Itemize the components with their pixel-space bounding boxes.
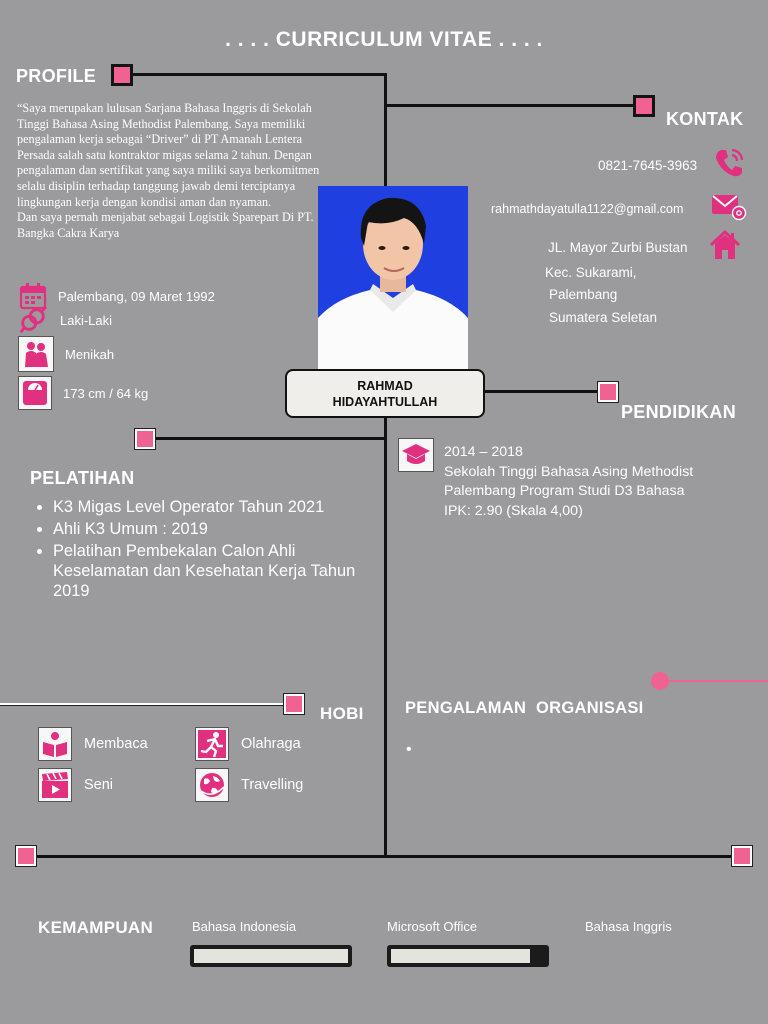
hobby-label: Seni (84, 777, 114, 793)
timeline-dot-bottom-left (16, 846, 36, 866)
timeline-line-top (133, 73, 386, 76)
profile-summary (17, 101, 322, 241)
timeline-dot-kontak (633, 95, 655, 117)
globe-travel-icon (195, 768, 229, 802)
phone-text: 0821-7645-3963 (598, 158, 698, 173)
graduation-cap-icon (398, 438, 434, 472)
skill-fill (194, 949, 348, 963)
kemampuan-heading: KEMAMPUAN (38, 918, 154, 937)
reading-icon (38, 727, 72, 761)
address-line-1: JL. Mayor Zurbi Bustan (548, 240, 688, 255)
training-item: • Ahli K3 Umum : 2019 (53, 519, 370, 539)
timeline-dot-hobi (284, 694, 304, 714)
timeline-dot-pendidikan (598, 382, 618, 402)
address-line-2: Kec. Sukarami, (545, 265, 637, 280)
skill-bar-bahasa-indonesia (190, 945, 352, 967)
name-first: RAHMAD (357, 379, 413, 393)
timeline-dot-organisasi (651, 672, 669, 690)
pelatihan-heading: PELATIHAN (30, 468, 135, 488)
education-school-line-2: Palembang Program Studi D3 Bahasa (444, 483, 685, 500)
marital-row (18, 336, 114, 372)
page-title: . . . . CURRICULUM VITAE . . . . (225, 28, 543, 51)
education-school-line-1: Sekolah Tinggi Bahasa Asing Methodist (444, 463, 694, 480)
profile-paragraph-2: Dan saya pernah menjabat sebagai Logistik Sparepart Di PT. Bangka Cakra Karya (17, 210, 314, 240)
kontak-heading: KONTAK (666, 109, 744, 129)
timeline-line-organisasi (660, 680, 768, 682)
name-card (285, 369, 485, 418)
timeline-line-hobi (0, 703, 292, 705)
gender-row (18, 306, 112, 334)
film-clapper-icon (38, 768, 72, 802)
home-icon (708, 228, 742, 267)
hobby-label: Olahraga (241, 736, 301, 752)
education-gpa: IPK: 2.90 (Skala 4,00) (444, 502, 583, 519)
email-icon (711, 193, 747, 226)
training-item: • K3 Migas Level Operator Tahun 2021 (53, 497, 370, 517)
skill-bar-microsoft-office (387, 945, 549, 967)
organisasi-heading: PENGALAMAN ORGANISASI (405, 699, 644, 717)
pendidikan-heading: PENDIDIKAN (621, 402, 737, 422)
organisasi-bullet: • (406, 741, 412, 758)
hobby-label: Membaca (84, 736, 148, 752)
timeline-dot-pelatihan (135, 429, 155, 449)
weight-scale-icon (18, 376, 52, 410)
timeline-line-kontak (386, 104, 644, 107)
address-line-4: Sumatera Seletan (549, 310, 658, 325)
skill-label-bahasa-inggris: Bahasa Inggris (585, 919, 672, 934)
hobby-item-membaca (38, 727, 148, 761)
hobby-item-travelling (195, 768, 303, 802)
education-years: 2014 – 2018 (444, 444, 523, 460)
skill-label-bahasa-indonesia: Bahasa Indonesia (192, 919, 297, 934)
skill-label-microsoft-office: Microsoft Office (387, 919, 478, 934)
timeline-line-pendidikan (485, 390, 607, 393)
body-row (18, 376, 148, 410)
hobby-item-olahraga (195, 727, 301, 761)
birth-text: Palembang, 09 Maret 1992 (58, 288, 215, 304)
profile-paragraph-1: “Saya merupakan lulusan Sarjana Bahasa Inggris di Sekolah Tinggi Bahasa Asing Methodist Palembang. Saya memiliki pengalaman kerja sebagai “Driver” di PT Amanah Lentera Persada salah satu kontraktor migas selama 2 tahun. Dengan pengalaman dan sertifikat yang saya miliki saya berkomitmen selalu disiplin terhadap tanggung jawab demi terciptanya lingkungan kerja dengan kondisi aman dan nyaman. (17, 101, 320, 209)
hobby-item-seni (38, 768, 113, 802)
skill-fill (391, 949, 530, 963)
profile-photo (318, 186, 468, 369)
body-text: 173 cm / 64 kg (63, 385, 149, 401)
email-text: rahmathdayatulla1122@gmail.com (491, 202, 684, 216)
education-entry (444, 443, 754, 521)
hobi-heading: HOBI (320, 704, 364, 723)
timeline-dot-bottom-right (732, 846, 752, 866)
gender-text: Laki-Laki (60, 312, 113, 328)
timeline-line-pelatihan (145, 437, 385, 440)
phone-icon (712, 146, 746, 185)
marital-text: Menikah (65, 346, 115, 362)
timeline-dot-profile (111, 64, 133, 86)
running-icon (195, 727, 229, 761)
address-line-3: Palembang (549, 287, 618, 302)
couple-icon (18, 336, 54, 372)
timeline-line-bottom (26, 855, 742, 858)
name-last: HIDAYAHTULLAH (332, 395, 438, 409)
gender-icon (18, 306, 48, 334)
profile-heading: PROFILE (16, 66, 97, 86)
hobby-label: Travelling (241, 777, 304, 793)
training-item: • Pelatihan Pembekalan Calon Ahli Keselamatan dan Kesehatan Kerja Tahun 2019 (53, 541, 370, 601)
training-list (30, 497, 370, 603)
